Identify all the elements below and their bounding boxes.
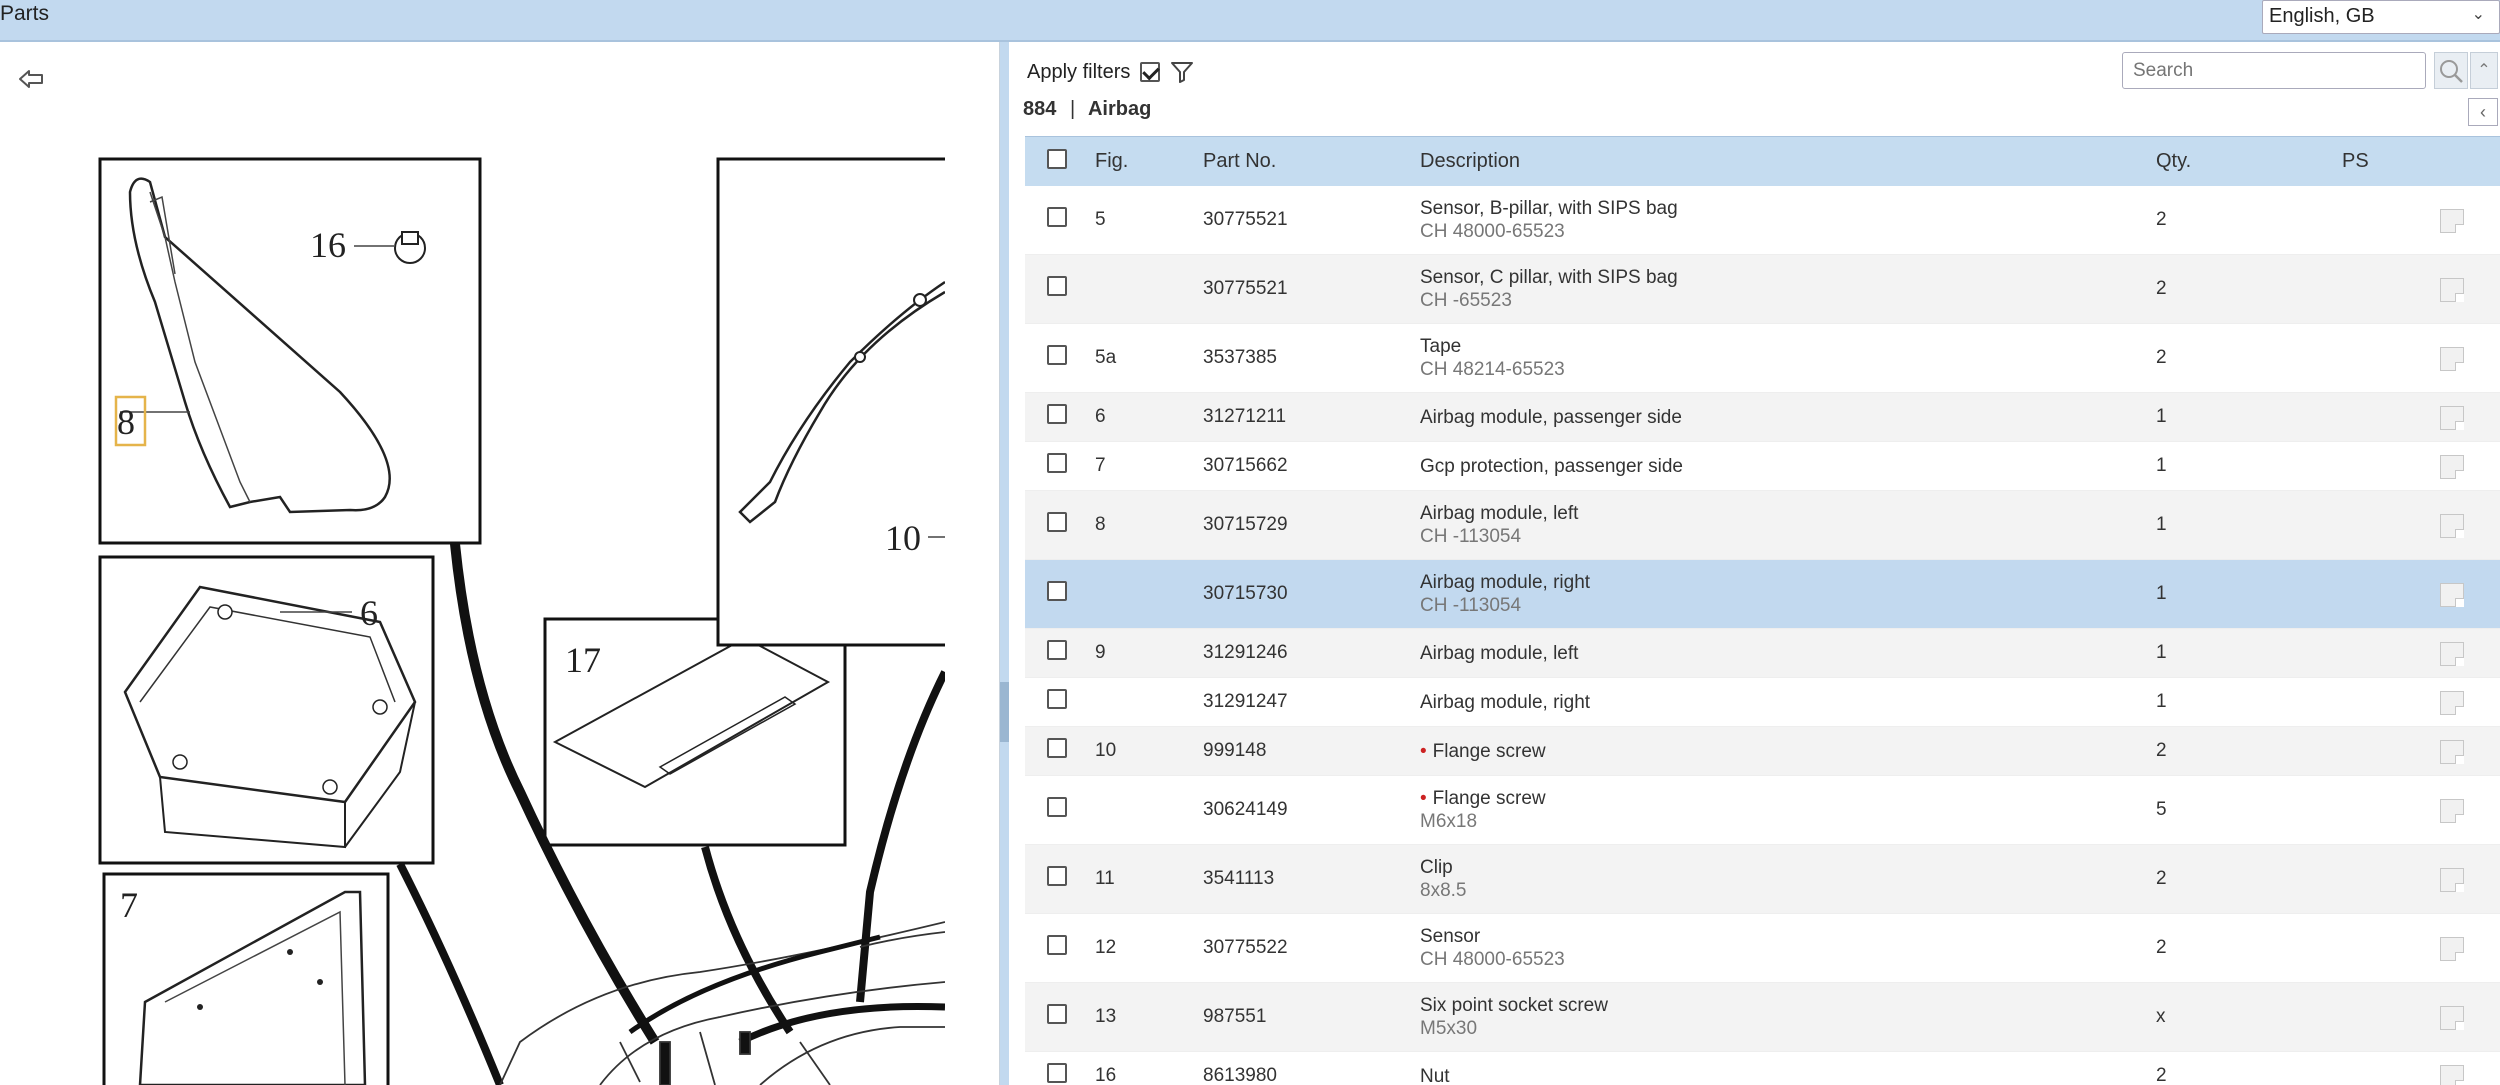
header-fig[interactable]: Fig. xyxy=(1095,150,1129,172)
row-desc-sub: M5x30 xyxy=(1420,1018,1478,1039)
row-qty: 5 xyxy=(2156,799,2167,820)
note-icon[interactable] xyxy=(2440,583,2464,607)
parts-table xyxy=(1025,136,2500,1085)
row-part-no: 30715730 xyxy=(1203,583,1288,604)
row-qty: x xyxy=(2156,1006,2166,1027)
row-desc-sub: CH -65523 xyxy=(1420,290,1512,311)
row-description xyxy=(1420,406,2130,429)
row-desc-sub: CH 48000-65523 xyxy=(1420,949,1565,970)
row-part-no: 30775521 xyxy=(1203,278,1288,299)
header-description[interactable]: Description xyxy=(1420,150,1521,172)
row-part-no: 30715662 xyxy=(1203,455,1288,476)
select-all-checkbox[interactable] xyxy=(1047,149,1067,169)
row-checkbox[interactable] xyxy=(1047,738,1067,758)
row-description xyxy=(1420,197,2130,243)
chevron-down-icon: ⌄ xyxy=(2471,6,2485,23)
row-desc-sub: CH -113054 xyxy=(1420,595,1522,616)
row-part-no: 30715729 xyxy=(1203,514,1288,535)
row-description xyxy=(1420,571,2130,617)
row-checkbox[interactable] xyxy=(1047,1004,1067,1024)
header-qty[interactable]: Qty. xyxy=(2156,150,2192,172)
row-checkbox[interactable] xyxy=(1047,1063,1067,1083)
table-row[interactable] xyxy=(1025,1052,2500,1085)
diagram-box-7 xyxy=(104,874,388,1085)
callout-6: 6 xyxy=(360,593,378,633)
row-description xyxy=(1420,502,2130,548)
search-button[interactable] xyxy=(2434,52,2468,89)
row-ps xyxy=(2130,914,2500,982)
callout-17: 17 xyxy=(565,640,601,680)
row-description xyxy=(1420,642,2130,665)
row-fig: 5a xyxy=(1095,347,1117,368)
row-part-no: 999148 xyxy=(1203,740,1267,761)
row-desc-text: Sensor xyxy=(1420,926,1481,947)
row-desc-text: Tape xyxy=(1420,336,1462,357)
row-fig: 7 xyxy=(1095,455,1106,476)
language-select[interactable] xyxy=(2262,0,2500,34)
filter-icon[interactable] xyxy=(1170,60,1194,84)
row-description xyxy=(1420,925,2130,971)
row-desc-text: Airbag module, right xyxy=(1420,691,1591,713)
row-qty: 2 xyxy=(2156,937,2167,958)
table-row[interactable] xyxy=(1025,678,2500,727)
breadcrumb-separator: | xyxy=(1069,98,1076,120)
row-desc-text: Sensor, B-pillar, with SIPS bag xyxy=(1420,198,1678,219)
row-desc-text: Airbag module, left xyxy=(1420,503,1579,524)
row-qty: 1 xyxy=(2156,455,2167,476)
row-qty: 2 xyxy=(2156,868,2167,889)
note-icon[interactable] xyxy=(2440,799,2464,823)
row-part-no: 30775522 xyxy=(1203,937,1288,958)
row-part-no: 3541113 xyxy=(1203,868,1275,889)
row-ps xyxy=(2130,560,2500,628)
table-row[interactable] xyxy=(1025,845,2500,914)
row-qty: 2 xyxy=(2156,209,2167,230)
table-header xyxy=(1025,136,2500,186)
row-ps xyxy=(2130,324,2500,392)
row-desc-text: Airbag module, right xyxy=(1420,572,1591,593)
row-checkbox[interactable] xyxy=(1047,797,1067,817)
row-checkbox[interactable] xyxy=(1047,640,1067,660)
row-qty: 1 xyxy=(2156,514,2167,535)
row-checkbox[interactable] xyxy=(1047,207,1067,227)
table-row[interactable] xyxy=(1025,914,2500,983)
diagram-panel xyxy=(0,42,1000,1085)
row-desc-text: Nut xyxy=(1420,1065,1450,1085)
row-description xyxy=(1420,740,2130,763)
row-ps xyxy=(2130,255,2500,323)
breadcrumb-name: Airbag xyxy=(1087,98,1152,120)
callout-16: 16 xyxy=(310,225,346,265)
row-fig: 5 xyxy=(1095,209,1106,230)
row-part-no: 31291247 xyxy=(1203,691,1288,712)
row-qty: 2 xyxy=(2156,740,2167,761)
bullet-icon: • xyxy=(1420,740,1427,762)
row-desc-text: Airbag module, left xyxy=(1420,642,1579,664)
diagram-box-8-16 xyxy=(100,159,480,543)
chevron-left-icon[interactable]: ‹ xyxy=(2468,98,2498,126)
table-row[interactable] xyxy=(1025,186,2500,255)
row-ps xyxy=(2130,491,2500,559)
row-part-no: 987551 xyxy=(1203,1006,1267,1027)
row-checkbox[interactable] xyxy=(1047,935,1067,955)
callout-10: 10 xyxy=(885,518,921,558)
table-row[interactable] xyxy=(1025,776,2500,845)
row-part-no: 3537385 xyxy=(1203,347,1277,368)
app-title: Parts xyxy=(0,2,50,25)
table-row[interactable] xyxy=(1025,491,2500,560)
row-fig: 16 xyxy=(1095,1065,1117,1085)
row-ps xyxy=(2130,186,2500,254)
note-icon[interactable] xyxy=(2440,740,2464,764)
row-desc-sub: CH 48214-65523 xyxy=(1420,359,1565,380)
row-checkbox[interactable] xyxy=(1047,512,1067,532)
row-part-no: 8613980 xyxy=(1203,1065,1277,1085)
table-row[interactable] xyxy=(1025,255,2500,324)
diagram-box-10 xyxy=(718,159,945,645)
row-fig: 12 xyxy=(1095,937,1117,958)
table-row[interactable] xyxy=(1025,560,2500,629)
note-icon[interactable] xyxy=(2440,691,2464,715)
header-ps[interactable]: PS xyxy=(2342,150,2369,172)
row-qty: 2 xyxy=(2156,278,2167,299)
note-icon[interactable] xyxy=(2440,347,2464,371)
row-description xyxy=(1420,455,2130,478)
apply-filters-label: Apply filters xyxy=(1027,60,1131,83)
note-icon[interactable] xyxy=(2440,406,2464,430)
row-part-no: 30624149 xyxy=(1203,799,1288,820)
row-checkbox[interactable] xyxy=(1047,345,1067,365)
breadcrumb xyxy=(1023,98,1151,121)
row-part-no: 30775521 xyxy=(1203,209,1288,230)
row-desc-sub: 8x8.5 xyxy=(1420,880,1467,901)
note-icon[interactable] xyxy=(2440,278,2464,302)
row-description xyxy=(1420,994,2130,1040)
row-ps xyxy=(2130,983,2500,1051)
row-checkbox[interactable] xyxy=(1047,404,1067,424)
parts-list-panel xyxy=(1009,42,2500,1085)
apply-filters xyxy=(1027,60,1194,84)
table-body xyxy=(1025,186,2500,1085)
row-part-no: 31271211 xyxy=(1203,406,1287,427)
chevron-up-icon[interactable]: ⌃ xyxy=(2470,52,2498,89)
language-value: English, GB xyxy=(2269,5,2375,27)
row-qty: 2 xyxy=(2156,347,2167,368)
breadcrumb-code: 884 xyxy=(1023,98,1057,120)
row-qty: 1 xyxy=(2156,691,2167,712)
row-qty: 1 xyxy=(2156,583,2167,604)
row-desc-text: Sensor, C pillar, with SIPS bag xyxy=(1420,267,1678,288)
row-desc-text: Six point socket screw xyxy=(1420,995,1608,1016)
row-checkbox[interactable] xyxy=(1047,276,1067,296)
table-row[interactable] xyxy=(1025,393,2500,442)
row-description xyxy=(1420,335,2130,381)
row-description xyxy=(1420,691,2130,714)
row-ps xyxy=(2130,629,2500,677)
search-input[interactable] xyxy=(2122,52,2426,89)
splitter-handle[interactable] xyxy=(1000,682,1009,742)
note-icon[interactable] xyxy=(2440,1065,2464,1085)
search-icon xyxy=(2435,53,2467,88)
row-checkbox[interactable] xyxy=(1047,453,1067,473)
table-row[interactable] xyxy=(1025,442,2500,491)
row-ps xyxy=(2130,393,2500,441)
row-description xyxy=(1420,1065,2130,1085)
row-description xyxy=(1420,266,2130,312)
row-checkbox[interactable] xyxy=(1047,689,1067,709)
row-qty: 2 xyxy=(2156,1065,2167,1085)
note-icon[interactable] xyxy=(2440,642,2464,666)
note-icon[interactable] xyxy=(2440,868,2464,892)
row-fig: 8 xyxy=(1095,514,1106,535)
row-desc-sub: CH 48000-65523 xyxy=(1420,221,1565,242)
panel-splitter[interactable] xyxy=(1000,42,1009,1085)
diagram-box-17 xyxy=(545,619,845,845)
row-ps xyxy=(2130,442,2500,490)
row-ps xyxy=(2130,678,2500,726)
diagram-box-6 xyxy=(100,557,433,863)
row-desc-sub: CH -113054 xyxy=(1420,526,1522,547)
note-icon[interactable] xyxy=(2440,1006,2464,1030)
row-ps xyxy=(2130,845,2500,913)
row-description xyxy=(1420,856,2130,902)
bullet-icon: • xyxy=(1420,788,1427,809)
apply-filters-checkbox[interactable] xyxy=(1140,62,1160,82)
note-icon[interactable] xyxy=(2440,209,2464,233)
table-row[interactable] xyxy=(1025,629,2500,678)
row-checkbox[interactable] xyxy=(1047,581,1067,601)
row-desc-sub: M6x18 xyxy=(1420,811,1478,832)
row-fig: 11 xyxy=(1095,868,1115,889)
row-desc-text: Flange screw xyxy=(1432,788,1546,809)
table-row[interactable] xyxy=(1025,324,2500,393)
car-body xyxy=(500,922,945,1085)
row-fig: 9 xyxy=(1095,642,1106,663)
row-qty: 1 xyxy=(2156,406,2167,427)
row-ps xyxy=(2130,776,2500,844)
row-fig: 13 xyxy=(1095,1006,1117,1027)
row-desc-text: Gcp protection, passenger side xyxy=(1420,455,1683,477)
row-ps xyxy=(2130,1052,2500,1085)
callout-8: 8 xyxy=(117,402,135,442)
row-part-no: 31291246 xyxy=(1203,642,1288,663)
note-icon[interactable] xyxy=(2440,455,2464,479)
row-desc-text: Flange screw xyxy=(1432,740,1546,762)
row-ps xyxy=(2130,727,2500,775)
parts-diagram[interactable] xyxy=(0,42,945,1085)
row-checkbox[interactable] xyxy=(1047,866,1067,886)
row-fig: 10 xyxy=(1095,740,1117,761)
row-qty: 1 xyxy=(2156,642,2167,663)
callout-7: 7 xyxy=(120,885,138,925)
row-desc-text: Clip xyxy=(1420,857,1453,878)
row-desc-text: Airbag module, passenger side xyxy=(1420,406,1682,428)
note-icon[interactable] xyxy=(2440,514,2464,538)
table-row[interactable] xyxy=(1025,983,2500,1052)
row-description xyxy=(1420,787,2130,833)
table-row[interactable] xyxy=(1025,727,2500,776)
top-bar xyxy=(0,0,2500,42)
header-part-no[interactable]: Part No. xyxy=(1203,150,1277,172)
note-icon[interactable] xyxy=(2440,937,2464,961)
row-fig: 6 xyxy=(1095,406,1106,427)
